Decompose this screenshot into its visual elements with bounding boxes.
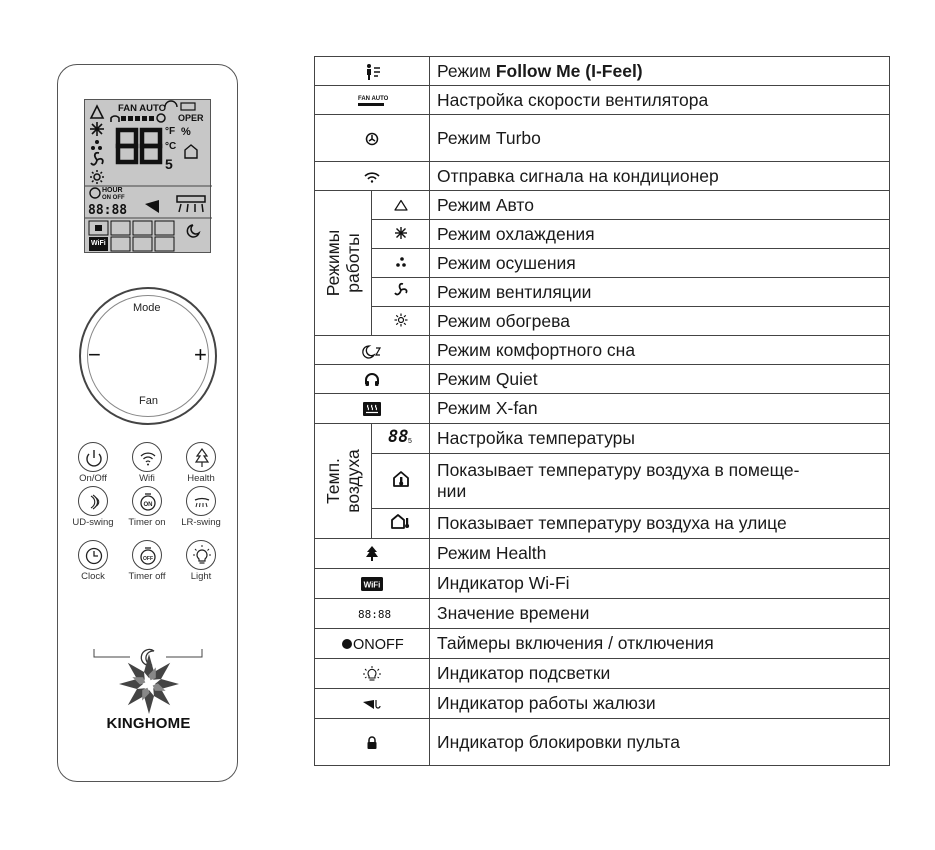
table-row bbox=[315, 424, 890, 454]
svg-text:ONOFF: ONOFF bbox=[353, 637, 404, 654]
icon-cell bbox=[315, 689, 430, 719]
dial-fan-label: Fan bbox=[139, 395, 158, 407]
table-row bbox=[315, 539, 890, 569]
desc-cell: Индикатор Wi-Fi bbox=[430, 569, 890, 599]
quiet-icon bbox=[364, 372, 380, 388]
icon-cell bbox=[315, 394, 430, 424]
table-row bbox=[315, 249, 890, 278]
health-button[interactable] bbox=[186, 442, 216, 472]
indoor-temp-icon bbox=[392, 470, 410, 488]
lcd-speed-bars bbox=[121, 116, 154, 121]
icon-cell bbox=[315, 539, 430, 569]
timer-on-label: Timer on bbox=[128, 517, 166, 528]
desc-cell: Режим Health bbox=[430, 539, 890, 569]
lcd-lock-icon bbox=[95, 225, 102, 231]
lcd-fan-auto-text: FAN AUTO bbox=[118, 103, 167, 114]
table-row bbox=[315, 365, 890, 394]
desc-cell: Показывает температуру воздуха на улице bbox=[430, 509, 890, 539]
dial-plus-button[interactable]: + bbox=[194, 342, 207, 367]
turbo-icon bbox=[365, 132, 379, 146]
lr-swing-icon bbox=[187, 487, 217, 517]
table-row bbox=[315, 394, 890, 424]
icon-cell bbox=[372, 454, 430, 509]
lcd-snowflake-icon bbox=[90, 122, 104, 136]
table-row bbox=[315, 86, 890, 115]
lcd-digit-small: 5 bbox=[165, 156, 173, 172]
dial-mode-label: Mode bbox=[133, 302, 161, 314]
lcd-indoor-icon bbox=[185, 145, 197, 158]
lcd-deg-c: °C bbox=[165, 141, 177, 152]
drops-icon bbox=[394, 255, 408, 269]
outdoor-temp-icon bbox=[391, 513, 411, 529]
lr-swing-button[interactable] bbox=[186, 486, 216, 516]
legend-table bbox=[314, 56, 890, 766]
temp-group-label bbox=[323, 449, 363, 513]
icon-cell bbox=[315, 86, 430, 115]
lcd-louver-icon bbox=[145, 200, 159, 213]
signal-icon bbox=[364, 171, 380, 183]
lock-icon bbox=[366, 736, 378, 750]
icon-cell bbox=[315, 336, 430, 365]
kinghome-logo bbox=[116, 651, 182, 717]
temp-digits-icon bbox=[386, 427, 416, 445]
table-row bbox=[315, 57, 890, 86]
table-row bbox=[315, 454, 890, 509]
clock-label: Clock bbox=[81, 571, 105, 582]
clock-icon bbox=[79, 541, 109, 571]
bulb-icon bbox=[187, 541, 217, 571]
desc-cell: Таймеры включения / отключения bbox=[430, 629, 890, 659]
svg-text:88:88: 88:88 bbox=[358, 608, 392, 622]
icon-cell bbox=[315, 659, 430, 689]
table-row bbox=[315, 336, 890, 365]
desc-cell: Индикатор подсветки bbox=[430, 659, 890, 689]
icon-cell bbox=[315, 57, 430, 86]
lcd-drops-icon bbox=[91, 140, 102, 150]
timer-on-button[interactable] bbox=[132, 486, 162, 516]
icon-cell bbox=[315, 599, 430, 629]
lcd-clock-text: 88:88 bbox=[88, 203, 128, 218]
dial-minus-button[interactable]: − bbox=[88, 342, 101, 367]
desc-cell: Режим вентиляции bbox=[430, 278, 890, 307]
icon-cell bbox=[315, 719, 430, 766]
temp-label-line2: воздуха bbox=[343, 449, 363, 513]
desc-cell bbox=[430, 454, 890, 509]
follow-me-icon bbox=[362, 63, 382, 81]
lcd-fan-icon bbox=[91, 153, 103, 165]
temp-group-cell bbox=[315, 424, 372, 539]
modes-label-line2: работы bbox=[343, 233, 363, 293]
lcd-auto-icon bbox=[91, 106, 103, 118]
fan-speed-icon bbox=[358, 93, 389, 109]
table-row bbox=[315, 220, 890, 249]
desc-cell: Настройка температуры bbox=[430, 424, 890, 454]
lcd-turbo-icon bbox=[157, 114, 165, 122]
lcd-wifi-text: WiFi bbox=[91, 240, 106, 247]
wifi-badge-icon bbox=[361, 577, 383, 591]
icon-cell bbox=[315, 162, 430, 191]
desc-cell bbox=[430, 57, 890, 86]
lcd-timer-icon bbox=[90, 188, 100, 198]
desc-cell: Режим Turbo bbox=[430, 115, 890, 162]
table-row bbox=[315, 719, 890, 766]
icon-cell bbox=[372, 307, 430, 336]
table-row bbox=[315, 599, 890, 629]
table-row bbox=[315, 115, 890, 162]
table-row bbox=[315, 569, 890, 599]
row-text-line1: Показывает температуру воздуха в помеще- bbox=[437, 460, 800, 480]
svg-text:FAN AUTO: FAN AUTO bbox=[358, 95, 389, 102]
timer-onoff-icon bbox=[341, 636, 403, 652]
table-row bbox=[315, 191, 890, 220]
lcd-big-digits bbox=[118, 130, 160, 162]
auto-icon bbox=[394, 199, 408, 211]
snowflake-icon bbox=[394, 226, 408, 240]
timer-off-icon bbox=[133, 541, 163, 571]
sun-icon bbox=[394, 313, 408, 327]
clock-button[interactable] bbox=[78, 540, 108, 570]
desc-cell: Режим обогрева bbox=[430, 307, 890, 336]
icon-cell bbox=[315, 569, 430, 599]
table-row bbox=[315, 307, 890, 336]
wifi-button[interactable] bbox=[132, 442, 162, 472]
svg-text:OFF: OFF bbox=[143, 556, 153, 562]
desc-cell: Индикатор блокировки пульта bbox=[430, 719, 890, 766]
table-row bbox=[315, 162, 890, 191]
icon-cell bbox=[372, 249, 430, 278]
modes-group-cell bbox=[315, 191, 372, 336]
row-text-line2: нии bbox=[437, 481, 467, 501]
brand-name: KINGHOME bbox=[106, 715, 191, 732]
wifi-icon bbox=[133, 443, 163, 473]
modes-label-line1: Режимы bbox=[323, 229, 343, 297]
lcd-signal-icon bbox=[165, 101, 177, 107]
table-row bbox=[315, 659, 890, 689]
lcd-deg-f: °F bbox=[165, 126, 176, 137]
fan-icon bbox=[393, 282, 409, 298]
light-icon bbox=[362, 666, 382, 682]
lcd-battery-icon bbox=[181, 103, 195, 110]
desc-cell: Отправка сигнала на кондиционер bbox=[430, 162, 890, 191]
sleep-icon bbox=[361, 344, 383, 358]
time-digits-icon bbox=[358, 607, 392, 622]
timer-on-icon bbox=[133, 487, 163, 517]
lr-swing-label: LR-swing bbox=[181, 517, 221, 528]
desc-cell: Режим X-fan bbox=[430, 394, 890, 424]
lcd-percent: % bbox=[181, 126, 191, 138]
svg-text:ON: ON bbox=[143, 502, 153, 508]
health-label: Health bbox=[187, 473, 215, 484]
xfan-icon bbox=[363, 402, 381, 416]
on-off-label: On/Off bbox=[79, 473, 107, 484]
ud-swing-label: UD-swing bbox=[72, 517, 114, 528]
row-text: Режим bbox=[437, 60, 496, 81]
lcd-quiet-icon bbox=[111, 116, 119, 122]
svg-text:88: 88 bbox=[387, 427, 408, 447]
row-bold-text: Follow Me (I-Feel) bbox=[495, 60, 643, 81]
icon-cell bbox=[372, 220, 430, 249]
ud-swing-button[interactable] bbox=[78, 486, 108, 516]
svg-text:WiFi: WiFi bbox=[363, 580, 381, 590]
table-row bbox=[315, 629, 890, 659]
remote-control bbox=[57, 64, 238, 782]
icon-cell bbox=[372, 278, 430, 307]
timer-off-label: Timer off bbox=[128, 571, 166, 582]
desc-cell: Режим Авто bbox=[430, 191, 890, 220]
desc-cell: Индикатор работы жалюзи bbox=[430, 689, 890, 719]
lcd-display bbox=[84, 99, 211, 253]
desc-cell: Режим осушения bbox=[430, 249, 890, 278]
lcd-swing-icon bbox=[177, 196, 205, 212]
modes-group-label bbox=[323, 230, 363, 297]
wifi-label: Wifi bbox=[139, 473, 155, 484]
lcd-icons bbox=[85, 100, 212, 254]
icon-cell bbox=[315, 629, 430, 659]
lcd-onoff-text: ON OFF bbox=[102, 195, 125, 201]
desc-cell: Режим охлаждения bbox=[430, 220, 890, 249]
desc-cell: Режим комфортного сна bbox=[430, 336, 890, 365]
desc-cell: Значение времени bbox=[430, 599, 890, 629]
svg-text:5: 5 bbox=[407, 438, 412, 445]
light-button[interactable] bbox=[186, 540, 216, 570]
timer-off-button[interactable] bbox=[132, 540, 162, 570]
light-label: Light bbox=[190, 571, 212, 582]
louver-icon bbox=[362, 697, 382, 711]
tree-icon bbox=[365, 546, 379, 562]
on-off-button[interactable] bbox=[78, 442, 108, 472]
lcd-oper-text: OPER bbox=[178, 113, 204, 123]
desc-cell: Режим Quiet bbox=[430, 365, 890, 394]
icon-cell bbox=[372, 424, 430, 454]
lcd-sun-icon bbox=[90, 170, 104, 184]
icon-cell bbox=[372, 509, 430, 539]
ud-swing-icon bbox=[79, 487, 109, 517]
lcd-hour-text: HOUR bbox=[102, 187, 123, 194]
mode-fan-dial[interactable] bbox=[79, 287, 217, 425]
power-icon bbox=[79, 443, 109, 473]
table-row bbox=[315, 509, 890, 539]
table-row bbox=[315, 689, 890, 719]
temp-label-line1: Темп. bbox=[323, 458, 343, 504]
icon-cell bbox=[315, 115, 430, 162]
icon-cell bbox=[315, 365, 430, 394]
tree-icon bbox=[187, 443, 217, 473]
table-row bbox=[315, 278, 890, 307]
lcd-sleep-icon bbox=[187, 225, 199, 237]
icon-cell bbox=[372, 191, 430, 220]
desc-cell: Настройка скорости вентилятора bbox=[430, 86, 890, 115]
